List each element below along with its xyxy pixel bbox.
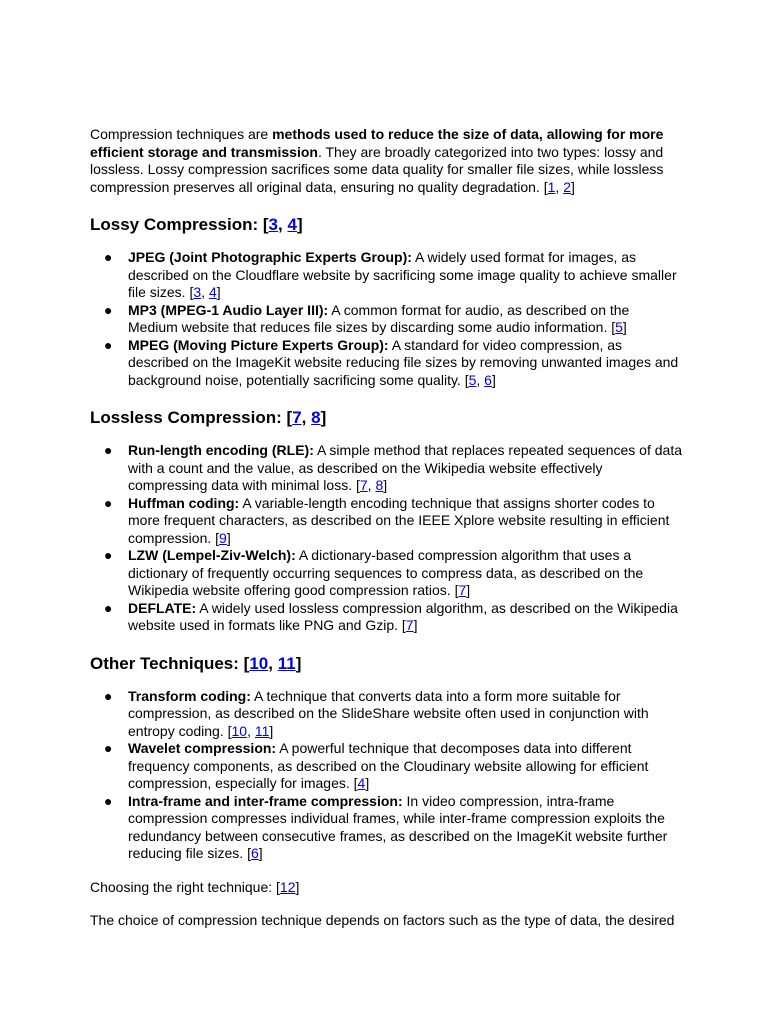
bullet-icon: ● [104,792,113,809]
choosing-text: Choosing the right technique: [90,878,277,895]
citation-link[interactable]: 10 [231,722,248,739]
citation-link[interactable]: 7 [405,617,414,633]
list-item [90,793,682,863]
closing-paragraph [90,912,682,930]
citation-link[interactable]: 4 [357,775,366,791]
list-item-term: Huffman coding: [128,494,240,511]
citation-group: [10, 11] [243,653,302,673]
list-item-description: A standard for video compression, as described on the ImageKit website reducing file sizes by removing unwanted images and background noise, potentially sacrificing some quality. [128,336,679,388]
citation-group: [12] [276,878,300,895]
citation-link[interactable]: 3 [193,284,202,300]
closing-text: The choice of compression technique depends on factors such as the type of data, the desired [90,912,675,928]
citation-group: [3, 4] [262,215,303,234]
list-item-term: LZW (Lempel-Ziv-Welch): [128,547,296,563]
citation-group: [5] [611,319,627,335]
intro-paragraph [90,126,682,196]
bullet-icon: ● [104,442,113,458]
choosing-paragraph [90,879,682,897]
list-item-term: MPEG (Moving Picture Experts Group): [128,336,389,353]
citation-link[interactable]: 7 [458,582,467,598]
citation-link[interactable]: 12 [279,878,296,895]
list-item [90,302,682,337]
citation-group: [7] [454,582,471,598]
intro-text: Compression techniques are [90,126,273,142]
citation-link[interactable]: 9 [219,529,227,546]
bullet-icon: ● [104,494,113,511]
citation-link[interactable]: 6 [484,371,492,388]
list-item [90,547,682,600]
citation-group: [9] [215,529,231,546]
list-item [90,442,682,495]
section-heading-text: Lossless Compression: [90,408,287,427]
citation-link[interactable]: 11 [254,722,270,739]
list-item-description: A widely used format for images, as described on the Cloudflare website by sacrificing some image quality to achieve smaller file sizes. [128,249,677,300]
list-item [90,495,682,548]
intro-text-continued: . They are broadly categorized into two types: lossy and lossless. Lossy compression sacrifices some data quality for smaller file sizes, while lossless compression preserves all original data, ensuring no quality degradation. [90,143,664,195]
citation-group: [1, 2] [543,178,575,195]
bullet-icon: ● [104,547,113,563]
citation-group: [5, 6] [464,371,496,388]
list-item-term: DEFLATE: [128,599,197,616]
list-item-term: JPEG (Joint Photographic Experts Group): [128,249,412,265]
bullet-icon: ● [104,740,113,756]
citation-group: [7] [401,617,418,633]
citation-group: [10, 11] [227,722,274,739]
citation-link[interactable]: 4 [287,215,297,234]
citation-link[interactable]: 4 [208,284,217,300]
bullet-icon: ● [104,249,113,265]
citation-group: [4] [353,775,370,791]
section-heading-lossy [90,215,682,235]
list-item-description: In video compression, intra-frame compression compresses individual frames, while inter-frame compression exploits the redundancy between consecutive frames, as described on the ImageKit website further reducing file sizes. [128,792,668,861]
document-body [90,126,682,930]
list-item-description: A common format for audio, as described on the Medium website that reduces file sizes by discarding some audio information. [128,301,630,335]
citation-group: [7, 8] [286,408,327,427]
list-item [90,688,682,741]
citation-link[interactable]: 1 [547,178,556,195]
citation-link[interactable]: 10 [249,653,269,673]
list-item-term: Run-length encoding (RLE): [128,442,314,458]
list-item [90,337,682,390]
citation-link[interactable]: 6 [250,845,259,861]
list-item-term: Transform coding: [128,687,251,704]
list-item-description: A simple method that replaces repeated sequences of data with a count and the value, as described on the Wikipedia website effectively compressing data with minimal loss. [128,442,682,493]
list-item-term: Wavelet compression: [128,740,277,756]
other-list [90,688,682,863]
section-heading-lossless [90,408,682,428]
citation-link[interactable]: 2 [563,178,571,195]
section-heading-other [90,654,682,674]
list-item [90,249,682,302]
list-item-description: A powerful technique that decomposes data into different frequency components, as described on the Cloudinary website allowing for efficient compression, especially for images. [128,740,649,791]
citation-link[interactable]: 8 [375,477,384,493]
list-item-term: MP3 (MPEG-1 Audio Layer III): [128,301,329,318]
bullet-icon: ● [104,301,113,318]
citation-link[interactable]: 7 [292,408,302,427]
bullet-icon: ● [104,336,113,353]
citation-link[interactable]: 5 [615,319,623,335]
citation-group: [7, 8] [355,477,388,493]
citation-link[interactable]: 3 [268,215,279,234]
bullet-icon: ● [104,687,113,704]
list-item [90,600,682,635]
list-item-description: A technique that converts data into a form more suitable for compression, as described on the SlideShare website often used in conjunction with entropy coding. [128,687,649,739]
citation-link[interactable]: 11 [277,653,296,673]
citation-link[interactable]: 7 [359,477,368,493]
citation-link[interactable]: 8 [311,408,321,427]
list-item-description: A dictionary-based compression algorithm that uses a dictionary of frequently occurring sequences to compress data, as described on the Wikipedia website offering good compression ratios. [128,547,644,598]
section-heading-text: Other Techniques: [90,653,244,673]
lossless-list [90,442,682,635]
lossy-list [90,249,682,389]
intro-bold-text: methods used to reduce the size of data, allowing for more efficient storage and transmission [90,126,664,160]
bullet-icon: ● [104,599,113,616]
list-item-description: A variable-length encoding technique that assigns shorter codes to more frequent characters, as described on the IEEE Xplore website resulting in efficient compression. [128,494,670,546]
citation-group: [3, 4] [189,284,221,300]
section-heading-text: Lossy Compression: [90,215,263,234]
list-item-description: A widely used lossless compression algorithm, as described on the Wikipedia website used in formats like PNG and Gzip. [128,599,678,633]
citation-link[interactable]: 5 [468,371,477,388]
list-item [90,740,682,793]
citation-group: [6] [247,845,263,861]
list-item-term: Intra-frame and inter-frame compression: [128,792,403,809]
